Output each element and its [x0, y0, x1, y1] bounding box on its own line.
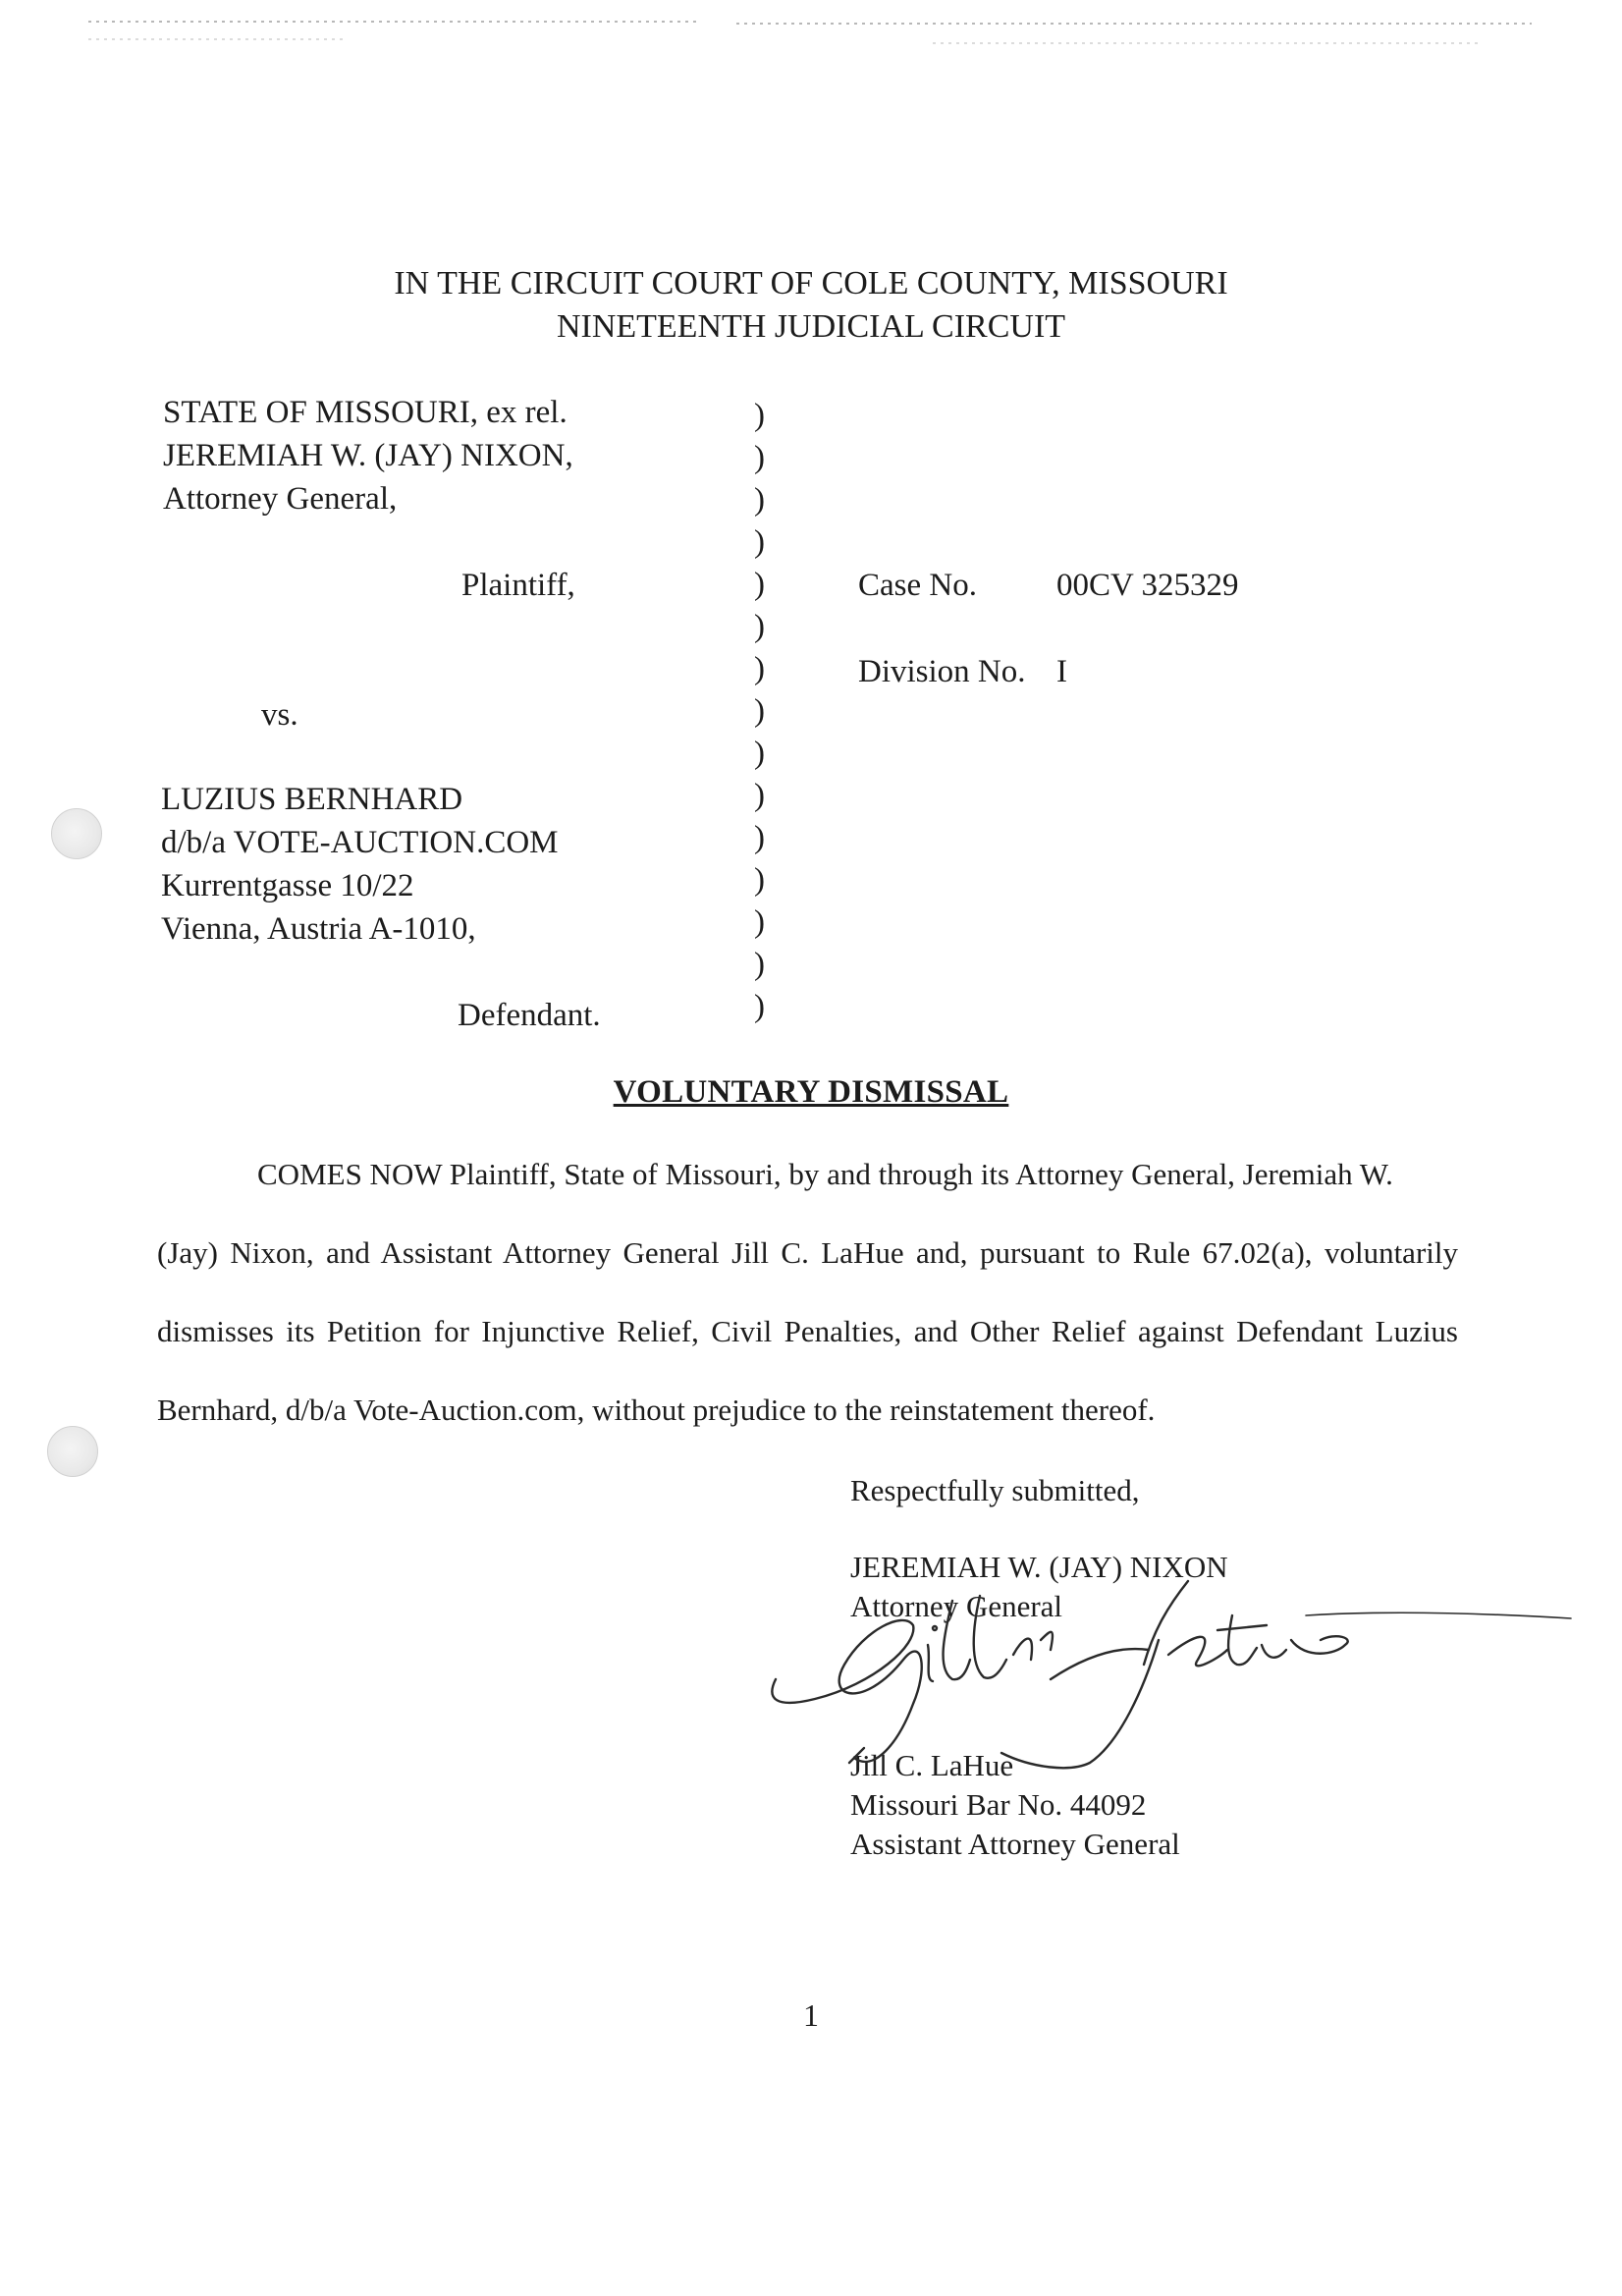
paren: ) [754, 693, 765, 729]
paren: ) [754, 778, 765, 813]
paren: ) [754, 862, 765, 898]
plaintiff-role: Plaintiff, [461, 568, 575, 603]
defendant-line-3: Kurrentgasse 10/22 [161, 868, 414, 903]
division-number: I [1056, 654, 1067, 689]
signer-title: Attorney General [850, 1589, 1063, 1623]
paren: ) [754, 904, 765, 940]
division-label: Division No. [858, 654, 1026, 689]
plaintiff-line-1: STATE OF MISSOURI, ex rel. [163, 395, 568, 430]
body-line-3: dismisses its Petition for Injunctive Relief, Civil Penalties, and Other Relief against Defendant Luzius [157, 1314, 1458, 1348]
assistant-title: Assistant Attorney General [850, 1827, 1180, 1861]
paren-column [754, 395, 765, 1028]
assistant-name: Jill C. LaHue [850, 1748, 1014, 1782]
document-title: VOLUNTARY DISMISSAL [613, 1074, 1009, 1110]
defendant-line-4: Vienna, Austria A-1010, [161, 911, 476, 947]
scan-artifact [88, 14, 1532, 53]
court-name: IN THE CIRCUIT COURT OF COLE COUNTY, MISSOURI [394, 265, 1228, 301]
bar-number: Missouri Bar No. 44092 [850, 1787, 1147, 1822]
signer-name: JEREMIAH W. (JAY) NIXON [850, 1550, 1228, 1584]
punch-hole-upper [51, 808, 102, 859]
defendant-line-2: d/b/a VOTE-AUCTION.COM [161, 825, 559, 860]
versus-label: vs. [261, 697, 298, 733]
defendant-role: Defendant. [458, 998, 601, 1033]
page-number: 1 [803, 1997, 819, 2033]
punch-hole-lower [47, 1426, 98, 1477]
case-number: 00CV 325329 [1056, 568, 1239, 603]
paren: ) [754, 736, 765, 771]
body-line-1: COMES NOW Plaintiff, State of Missouri, by and through its Attorney General, Jeremiah W. [257, 1157, 1393, 1191]
paren: ) [754, 820, 765, 855]
body-line-2: (Jay) Nixon, and Assistant Attorney General Jill C. LaHue and, pursuant to Rule 67.02(a), voluntarily [157, 1235, 1458, 1270]
paren: ) [754, 989, 765, 1024]
case-number-label: Case No. [858, 568, 977, 603]
paren: ) [754, 947, 765, 982]
judicial-circuit: NINETEENTH JUDICIAL CIRCUIT [556, 308, 1066, 345]
paren: ) [754, 609, 765, 644]
handwritten-signature [756, 1571, 1581, 1787]
defendant-line-1: LUZIUS BERNHARD [161, 782, 463, 817]
paren: ) [754, 651, 765, 686]
paren: ) [754, 482, 765, 518]
plaintiff-line-3: Attorney General, [163, 481, 398, 517]
closing: Respectfully submitted, [850, 1473, 1140, 1507]
plaintiff-line-2: JEREMIAH W. (JAY) NIXON, [163, 438, 573, 473]
paren: ) [754, 524, 765, 560]
paren: ) [754, 398, 765, 433]
paren: ) [754, 440, 765, 475]
paren: ) [754, 567, 765, 602]
body-line-4: Bernhard, d/b/a Vote-Auction.com, without prejudice to the reinstatement thereof. [157, 1393, 1156, 1427]
